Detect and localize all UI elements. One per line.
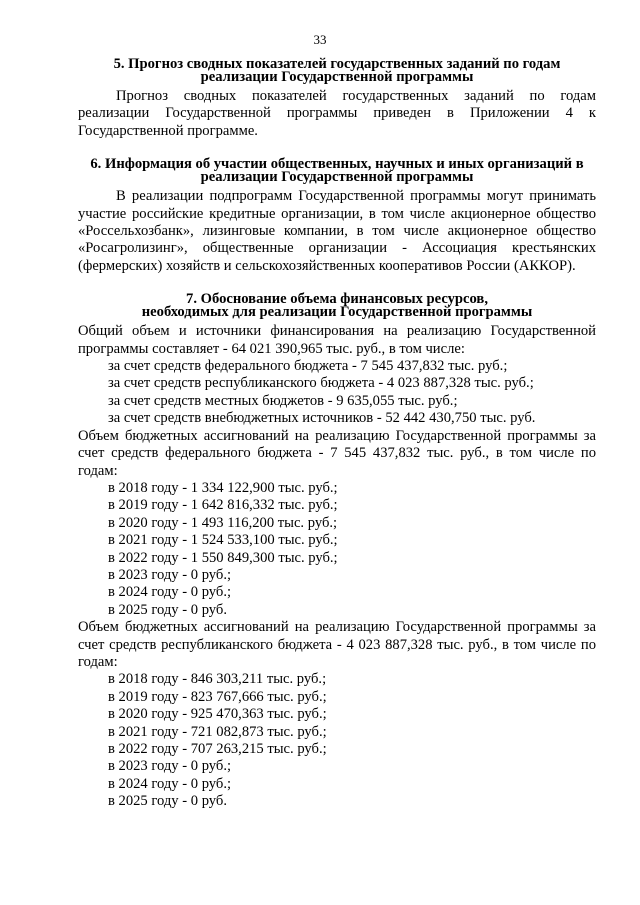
list-item: в 2025 году - 0 руб. (108, 793, 227, 810)
list-item: в 2024 году - 0 руб.; (108, 775, 232, 792)
section-5-heading-line: реализации Государственной программы (200, 69, 474, 85)
funding-sources-list (78, 358, 596, 428)
list-item: в 2021 году - 1 524 533,100 тыс. руб.; (108, 532, 338, 549)
section-5-paragraph: Прогноз сводных показателей государственных заданий по годам реализации Государственной программы приведен в Приложении 4 к Государственной программе. (78, 88, 596, 139)
section-6-paragraph: В реализации подпрограмм Государственной программы могут принимать участие российские кредитные организации, в том числе акционерное общество «Россельхозбанк», лизинговые компании, в том числе акционерное общество «Росагролизинг», общественные организации - Ассоциация крестьянских (фермерских) хозяйств и сельскохозяйственных кооперативов России (АККОР). (78, 188, 596, 274)
list-item: за счет средств внебюджетных источников - 52 442 430,750 тыс. руб. (108, 410, 536, 427)
list-item: в 2025 году - 0 руб. (108, 601, 227, 618)
section-5-heading-line: 5. Прогноз сводных показателей государственных заданий по годам (113, 56, 561, 72)
list-item: в 2018 году - 846 303,211 тыс. руб.; (108, 671, 327, 688)
section-5-heading (78, 58, 596, 84)
section-6-heading-line: 6. Информация об участии общественных, научных и иных организаций в (90, 156, 584, 173)
federal-budget-paragraph: Объем бюджетных ассигнований на реализацию Государственной программы за счет средств федерального бюджета - 7 545 437,832 тыс. руб., в том числе по годам: (78, 427, 596, 479)
page-content (78, 58, 596, 811)
section-7-heading-line: 7. Обоснование объема финансовых ресурсов, (186, 291, 488, 308)
list-item: в 2023 году - 0 руб.; (108, 566, 232, 583)
federal-years-list (78, 480, 596, 619)
list-item: в 2022 году - 1 550 849,300 тыс. руб.; (108, 549, 338, 566)
list-item: в 2022 году - 707 263,215 тыс. руб.; (108, 741, 327, 757)
list-item: в 2021 году - 721 082,873 тыс. руб.; (108, 723, 327, 740)
section-7-heading (78, 293, 596, 319)
list-item: в 2019 году - 1 642 816,332 тыс. руб.; (108, 497, 338, 514)
list-item: в 2020 году - 925 470,363 тыс. руб.; (108, 706, 327, 723)
page-number: 33 (313, 32, 327, 47)
republican-budget-paragraph: Объем бюджетных ассигнований на реализацию Государственной программы за счет средств республиканского бюджета - 4 023 887,328 тыс. руб., в том числе по годам: (78, 619, 596, 670)
list-item: в 2023 году - 0 руб.; (108, 758, 232, 775)
section-7-heading-line: необходимых для реализации Государственной программы (141, 304, 533, 321)
list-item: за счет средств республиканского бюджета - 4 023 887,328 тыс. руб.; (108, 375, 534, 392)
total-funding-paragraph: Общий объем и источники финансирования на реализацию Государственной программы составляет - 64 021 390,965 тыс. руб., в том числе: (78, 323, 596, 357)
list-item: в 2020 году - 1 493 116,200 тыс. руб.; (108, 514, 338, 531)
section-6-heading-line: реализации Государственной программы (200, 169, 474, 186)
list-item: в 2024 году - 0 руб.; (108, 584, 232, 601)
list-item: за счет средств местных бюджетов - 9 635,055 тыс. руб.; (108, 392, 458, 409)
republican-years-list (78, 671, 596, 810)
section-6-heading (78, 158, 596, 184)
list-item: в 2019 году - 823 767,666 тыс. руб.; (108, 688, 327, 705)
list-item: за счет средств федерального бюджета - 7 545 437,832 тыс. руб.; (108, 358, 508, 375)
list-item: в 2018 году - 1 334 122,900 тыс. руб.; (108, 479, 338, 496)
